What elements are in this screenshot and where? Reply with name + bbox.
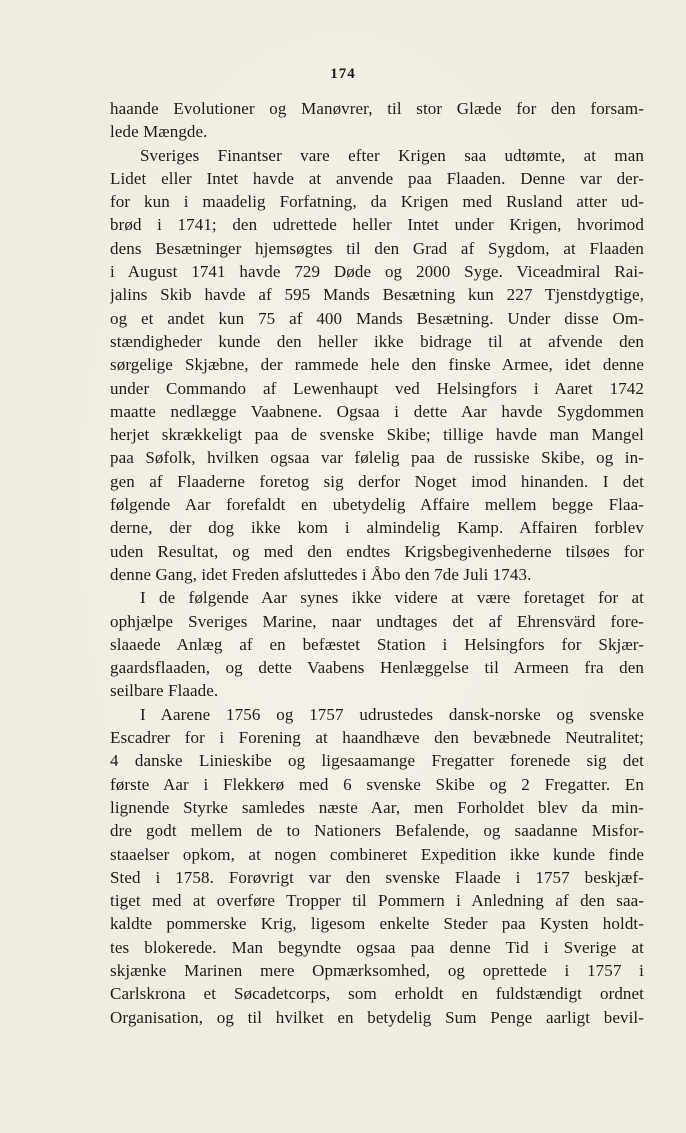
text-line: Lidet eller Intet havde at anvende paa Flaaden. Denne var der- [110,168,644,188]
text-line: ophjælpe Sveriges Marine, naar undtages det af Ehrensvärd fore- [110,611,644,631]
text-line: herjet skrækkeligt paa de svenske Skibe; tillige havde man Mangel [110,425,644,445]
text-line: Sted i 1758. Forøvrigt var den svenske Flaade i 1757 beskjæf- [110,867,644,887]
text-line: tiget med at overføre Tropper til Pommern i Anledning af den saa- [110,891,644,911]
text-line: stændigheder kunde den heller ikke bidrage til at afvende den [110,331,644,351]
text-line: kaldte pommerske Krig, ligesom enkelte Steder paa Kysten holdt- [110,914,644,934]
text-line: Escadrer for i Forening at haandhæve den bevæbnede Neutralitet; [110,728,644,748]
text-line: følgende Aar forefaldt en ubetydelig Affaire mellem begge Flaa- [110,495,644,515]
body-text [110,97,644,1029]
text-line: paa Søfolk, hvilken ogsaa var følelig paa de russiske Skibe, og in- [110,448,644,468]
text-line: derne, der dog ikke kom i almindelig Kamp. Affairen forblev [110,518,644,538]
text-line: i August 1741 havde 729 Døde og 2000 Syge. Viceadmiral Rai- [110,262,644,282]
text-line: Organisation, og til hvilket en betydelig Sum Penge aarligt bevil- [110,1007,644,1027]
text-line: og et andet kun 75 af 400 Mands Besætning. Under disse Om- [110,308,644,328]
text-line: brød i 1741; den udrettede heller Intet under Krigen, hvorimod [110,215,644,235]
text-line: 4 danske Linieskibe og ligesaamange Fregatter forenede sig det [110,751,644,771]
text-line: dre godt mellem de to Nationers Befalende, og saadanne Misfor- [110,821,644,841]
text-line: maatte nedlægge Vaabnene. Ogsaa i dette Aar havde Sygdommen [110,401,644,421]
text-line: lignende Styrke samledes næste Aar, men Forholdet blev da min- [110,797,644,817]
text-line: Sveriges Finantser vare efter Krigen saa udtømte, at man [140,145,644,165]
text-line: jalins Skib havde af 595 Mands Besætning kun 227 Tjenstdygtige, [110,285,644,305]
text-line: gen af Flaaderne foretog sig derfor Noget imod hinanden. I det [110,471,644,491]
text-line: under Commando af Lewenhaupt ved Helsingfors i Aaret 1742 [110,378,644,398]
text-line: skjænke Marinen mere Opmærksomhed, og oprettede i 1757 i [110,960,644,980]
text-line: sørgelige Skjæbne, der rammede hele den finske Armee, idet denne [110,355,644,375]
text-line: I de følgende Aar synes ikke videre at være foretaget for at [140,588,644,608]
text-line: dens Besætninger hjemsøgtes til den Grad af Sygdom, at Flaaden [110,238,644,258]
text-line: slaaede Anlæg af en befæstet Station i Helsingfors for Skjær- [110,634,644,654]
text-line: gaardsflaaden, og dette Vaabens Henlæggelse til Armeen fra den [110,658,644,678]
text-line: denne Gang, idet Freden afsluttedes i Åbo den 7de Juli 1743. [110,564,532,584]
text-line: uden Resultat, og med den endtes Krigsbegivenhederne tilsøes for [110,541,644,561]
text-line: Carlskrona et Søcadetcorps, som erholdt en fuldstændigt ordnet [110,984,644,1004]
text-line: staaelser opkom, at nogen combineret Expedition ikke kunde finde [110,844,644,864]
text-line: første Aar i Flekkerø med 6 svenske Skibe og 2 Fregatter. En [110,774,644,794]
text-line: seilbare Flaade. [110,681,219,701]
text-line: I Aarene 1756 og 1757 udrustedes dansk-norske og svenske [140,704,644,724]
text-line: haande Evolutioner og Manøvrer, til stor Glæde for den forsam- [110,99,644,118]
text-line: for kun i maadelig Forfatning, da Krigen med Rusland atter ud- [110,192,644,212]
page-number: 174 [330,66,356,82]
text-line: tes blokerede. Man begyndte ogsaa paa denne Tid i Sverige at [110,937,644,957]
text-line: lede Mængde. [110,122,208,142]
